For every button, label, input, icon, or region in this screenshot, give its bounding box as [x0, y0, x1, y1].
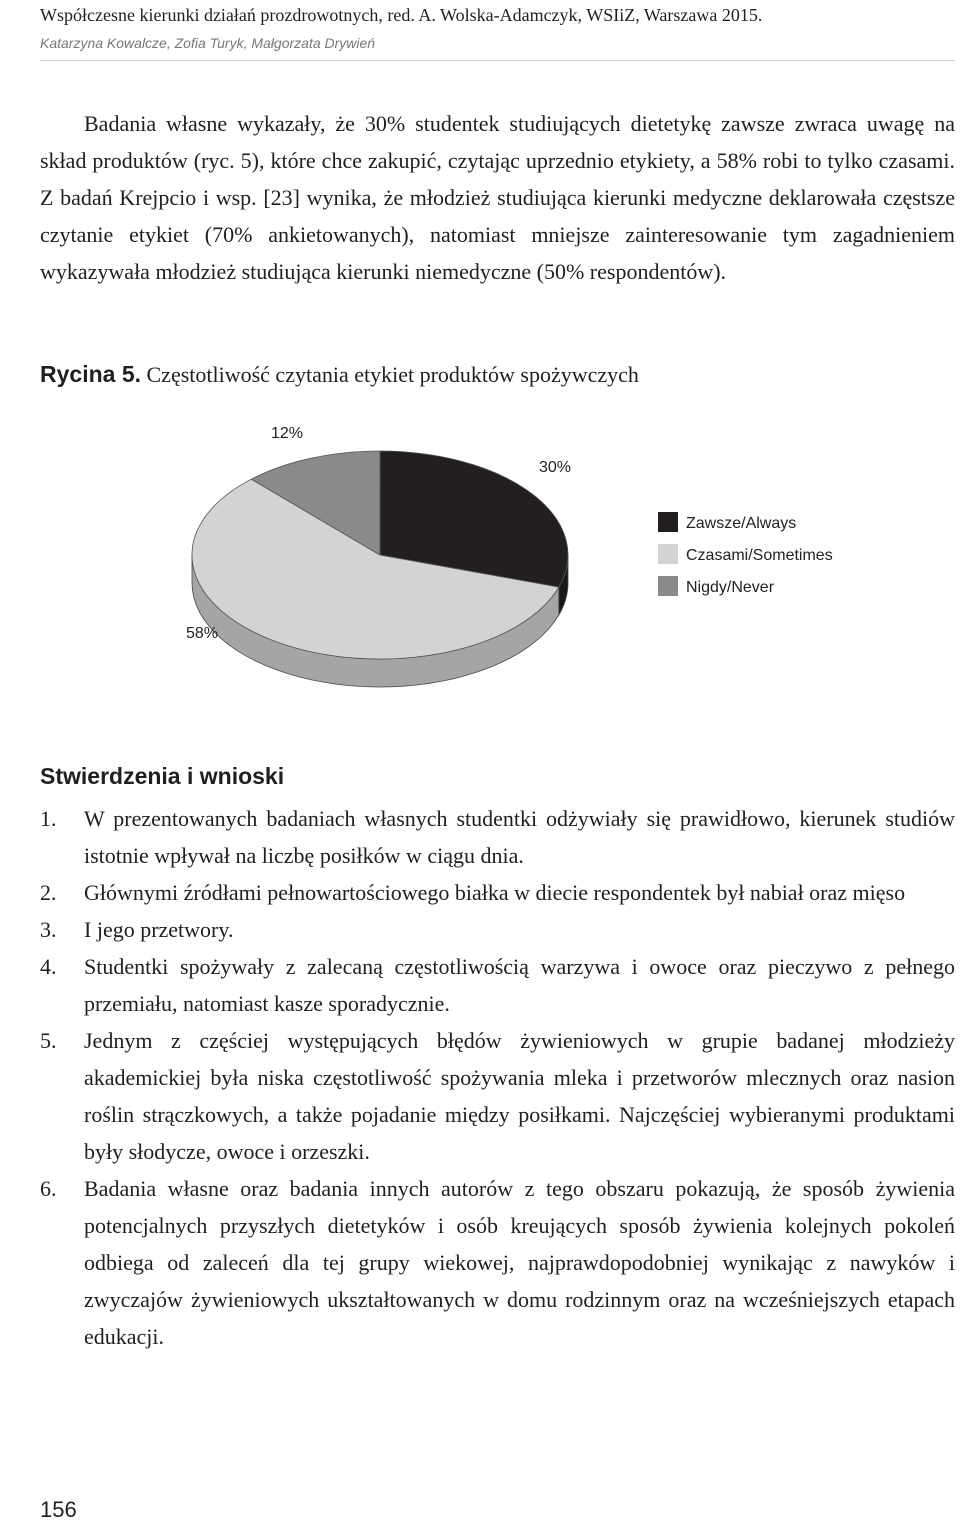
conclusion-text: Badania własne oraz badania innych autorów z tego obszaru pokazują, że sposób żywienia potencjalnych przyszłych dietetyków i osób kreujących sposób żywienia kolejnych pokoleń odbiega od zaleceń dla tej grupy wiekowej, najprawdopodobniej wynikając z nawyków i zwyczajów żywieniowych ukształtowanych w domu rodzinnym oraz na wcześniejszych etapach edukacji. — [84, 1176, 955, 1349]
conclusion-number: 3. — [40, 917, 57, 942]
pie-chart — [0, 400, 960, 760]
legend-label-0: Zawsze/Always — [686, 515, 797, 532]
header-divider — [40, 60, 955, 61]
legend-swatch-0 — [658, 512, 678, 532]
conclusion-number: 1. — [40, 806, 57, 831]
conclusion-item — [40, 911, 955, 948]
intro-paragraph: Badania własne wykazały, że 30% studentek studiujących dietetykę zawsze zwraca uwagę na skład produktów (ryc. 5), które chce zakupić, czytając uprzednio etykiety, a 58% robi to tylko czasami. Z badań Krejpcio i wsp. [23] wynika, że młodzież studiująca kierunki medyczne deklarowała częstsze czytanie etykiet (70% ankietowanych), natomiast mniejsze zainteresowanie tym zagadnieniem wykazywała młodzież studiująca kierunki niemedyczne (50% respondentów). — [40, 111, 955, 284]
authors-header: Katarzyna Kowalcze, Zofia Turyk, Małgorzata Drywień — [40, 35, 376, 51]
conclusion-number: 4. — [40, 954, 57, 979]
conclusion-item — [40, 874, 955, 911]
legend-swatch-1 — [658, 544, 678, 564]
figure-label: Rycina 5. — [40, 361, 141, 387]
journal-header: Współczesne kierunki działań prozdrowotnych, red. A. Wolska-Adamczyk, WSIiZ, Warszawa 2015. — [40, 5, 763, 25]
conclusion-number: 5. — [40, 1028, 57, 1053]
pie-label-1: 58% — [185, 625, 219, 642]
conclusion-text: I jego przetwory. — [84, 917, 234, 942]
conclusion-item — [40, 948, 955, 1022]
pie-label-0: 30% — [538, 459, 572, 476]
conclusions-heading: Stwierdzenia i wnioski — [40, 763, 285, 789]
conclusion-item — [40, 1170, 955, 1355]
page-number: 156 — [40, 1497, 77, 1522]
figure-caption — [40, 361, 639, 388]
conclusion-text: W prezentowanych badaniach własnych studentki odżywiały się prawidłowo, kierunek studiów istotnie wpływał na liczbę posiłków w ciągu dnia. — [84, 806, 955, 868]
conclusion-item — [40, 800, 955, 874]
conclusion-item — [40, 1022, 955, 1170]
conclusion-text: Głównymi źródłami pełnowartościowego białka w diecie respondentek był nabiał oraz mięso — [84, 880, 906, 905]
conclusion-text: Jednym z częściej występujących błędów żywieniowych w grupie badanej młodzieży akademickiej była niska częstotliwość spożywania mleka i przetworów mlecznych oraz nasion roślin strączkowych, a także pojadanie między posiłkami. Najczęściej wybieranymi produktami były słodycze, owoce i orzeszki. — [84, 1028, 955, 1164]
legend-label-2: Nigdy/Never — [686, 579, 775, 596]
pie-label-2: 12% — [270, 425, 304, 442]
legend-label-1: Czasami/Sometimes — [686, 547, 833, 564]
conclusion-number: 2. — [40, 880, 57, 905]
figure-caption-text: Częstotliwość czytania etykiet produktów spożywczych — [146, 362, 639, 387]
pie-slices — [192, 451, 568, 659]
legend-swatch-2 — [658, 576, 678, 596]
chart-legend — [658, 512, 833, 596]
conclusion-number: 6. — [40, 1176, 57, 1201]
conclusion-text: Studentki spożywały z zalecaną częstotliwością warzywa i owoce oraz pieczywo z pełnego przemiału, natomiast kasze sporadycznie. — [84, 954, 955, 1016]
conclusions-list — [40, 800, 955, 1355]
